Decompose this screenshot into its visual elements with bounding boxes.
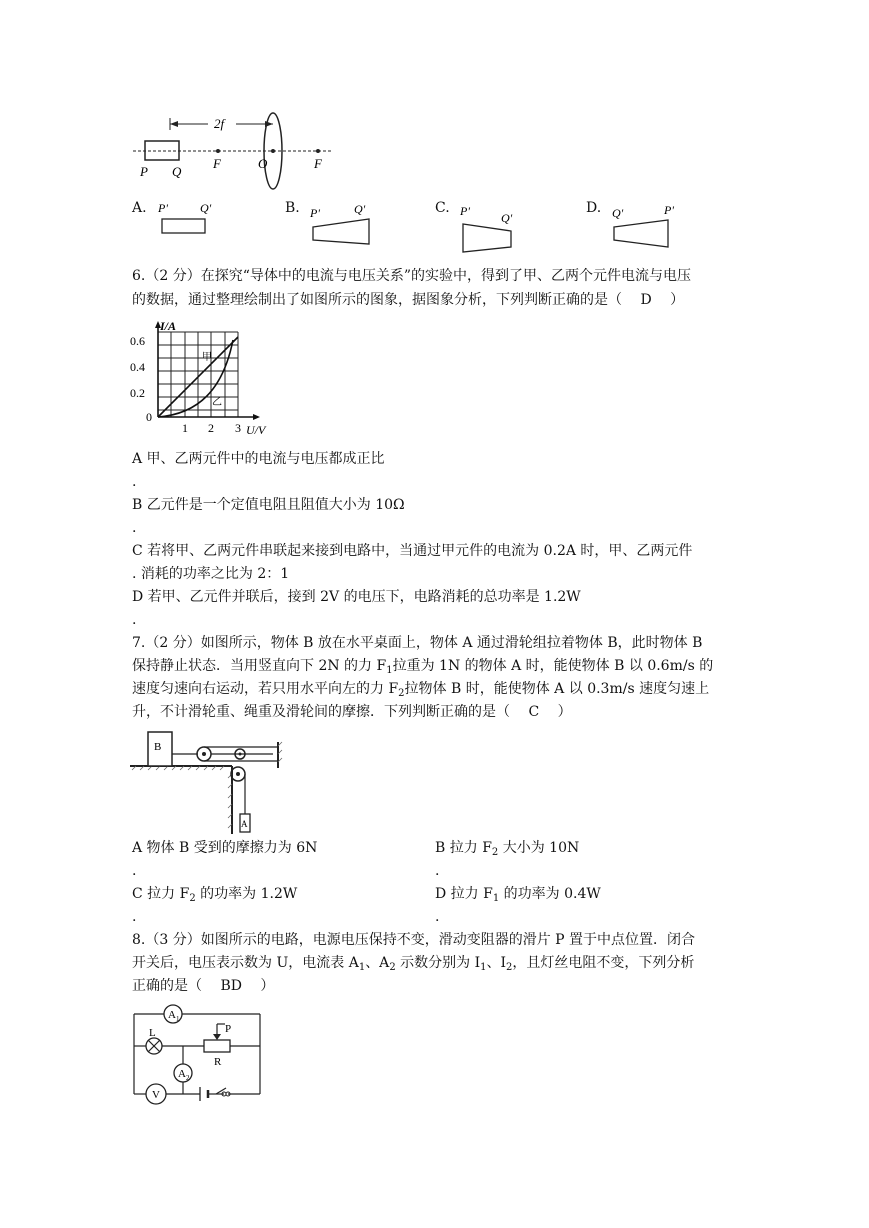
q5-option-a-image — [152, 198, 222, 238]
x-tick-2: 2 — [208, 421, 214, 435]
q6-option-b: B 乙元件是一个定值电阻且阻值大小为 10Ω — [132, 497, 405, 513]
y-tick-0: 0 — [146, 410, 152, 424]
q5-c-left-label: P' — [460, 204, 470, 218]
resistor-r-label: R — [214, 1056, 222, 1068]
q7-stem-line-1: 7.（2 分）如图所示，物体 B 放在水平桌面上，物体 A 通过滑轮组拉着物体 B，此时物体 B — [132, 635, 703, 651]
q6-option-c-line-2: . 消耗的功率之比为 2：1 — [132, 566, 290, 582]
lens-figure — [128, 108, 338, 198]
voltmeter-v-label: V — [152, 1089, 160, 1101]
focus-left-label: F — [213, 156, 221, 171]
optical-center-label: O — [258, 156, 268, 171]
block-a-label: A — [241, 819, 248, 829]
q6-option-a: A 甲、乙两元件中的电流与电压都成正比 — [132, 451, 385, 467]
point-q-label: Q — [172, 164, 182, 179]
y-tick-06: 0.6 — [130, 334, 145, 348]
q6-option-a-dot: . — [132, 474, 137, 490]
q6-option-c-line-1: C 若将甲、乙两元件串联起来接到电路中，当通过甲元件的电流为 0.2A 时，甲、乙两元件 — [132, 543, 693, 559]
q7-stem-line-4: 升，不计滑轮重、绳重及滑轮间的摩擦．下列判断正确的是（ C ） — [132, 704, 572, 720]
slider-p-label: P — [225, 1023, 232, 1035]
q8-stem-line-2: 开关后，电压表示数为 U，电流表 $A_1$、$A_2$ 示数分别为 $I_1$、$I_2$，且灯丝电阻不变，下列分析 — [132, 955, 695, 973]
q8-stem-line-1: 8.（3 分）如图所示的电路，电源电压保持不变，滑动变阻器的滑片 P 置于中点位置．闭合 — [132, 932, 696, 948]
q6-stem-line-1: 6.（2 分）在探究“导体中的电流与电压关系”的实验中，得到了甲、乙两个元件电流与电压 — [132, 268, 692, 284]
block-b-label: B — [154, 741, 162, 753]
x-axis-label: U/V — [246, 423, 266, 437]
q5-b-right-label: Q' — [354, 202, 366, 216]
point-p-label: P — [140, 164, 148, 179]
y-tick-02: 0.2 — [130, 386, 145, 400]
q6-option-d-dot: . — [132, 612, 137, 628]
ammeter-a1-label: $A_1$ — [168, 1009, 180, 1023]
q7-option-c: C 拉力 $F_2$ 的功率为 1.2W — [132, 886, 298, 904]
q5-c-right-label: Q' — [501, 211, 513, 225]
q5-option-b-label: B. — [285, 200, 300, 216]
q5-option-c-label: C. — [435, 200, 450, 216]
ammeter-a2-label: $A_2$ — [178, 1068, 190, 1082]
two-f-label: 2f — [214, 116, 225, 131]
curve-yi-label: 乙 — [212, 397, 222, 408]
q5-d-left-label: Q' — [612, 206, 624, 220]
q5-option-d-image — [606, 200, 696, 254]
q6-option-b-dot: . — [132, 520, 137, 536]
q7-option-d-dot: . — [435, 909, 440, 925]
q7-option-c-dot: . — [132, 909, 137, 925]
x-tick-1: 1 — [182, 421, 188, 435]
q5-d-right-label: P' — [664, 203, 674, 217]
q6-iu-graph — [128, 320, 288, 442]
q7-option-b-dot: . — [435, 863, 440, 879]
q7-pulley-figure — [128, 728, 308, 836]
q5-option-d-label: D. — [586, 200, 602, 216]
y-tick-04: 0.4 — [130, 360, 145, 374]
q5-a-left-label: P' — [158, 201, 168, 215]
y-axis-label: I/A — [160, 320, 177, 333]
q5-option-c-image — [455, 200, 535, 254]
x-tick-3: 3 — [235, 421, 241, 435]
q7-stem-line-3: 速度匀速向右运动，若只用水平向左的力 $F_2$拉物体 B 时，能使物体 A 以 0.3m/s 速度匀速上 — [132, 681, 710, 699]
q7-option-a-dot: . — [132, 863, 137, 879]
q5-b-left-label: P' — [310, 206, 320, 220]
q5-option-b-image — [305, 200, 385, 252]
q8-stem-line-3: 正确的是（ BD ） — [132, 978, 275, 994]
q5-option-a-label: A. — [132, 200, 147, 216]
q8-circuit-diagram — [128, 1002, 268, 1110]
q5-a-right-label: Q' — [200, 201, 212, 215]
curve-jia-label: 甲 — [202, 352, 212, 363]
q7-option-b: B 拉力 $F_2$ 大小为 10N — [435, 840, 580, 858]
lamp-l-label: L — [149, 1027, 156, 1039]
q7-stem-line-2: 保持静止状态．当用竖直向下 2N 的力 $F_1$拉重为 1N 的物体 A 时，能使物体 B 以 0.6m/s 的 — [132, 658, 714, 676]
q6-stem-line-2: 的数据，通过整理绘制出了如图所示的图象，据图象分析，下列判断正确的是（ D ） — [132, 292, 685, 308]
q6-option-d: D 若甲、乙元件并联后，接到 2V 的电压下，电路消耗的总功率是 1.2W — [132, 589, 581, 605]
q7-option-a: A 物体 B 受到的摩擦力为 6N — [132, 840, 318, 856]
q7-option-d: D 拉力 $F_1$ 的功率为 0.4W — [435, 886, 601, 904]
focus-right-label: F — [314, 156, 322, 171]
